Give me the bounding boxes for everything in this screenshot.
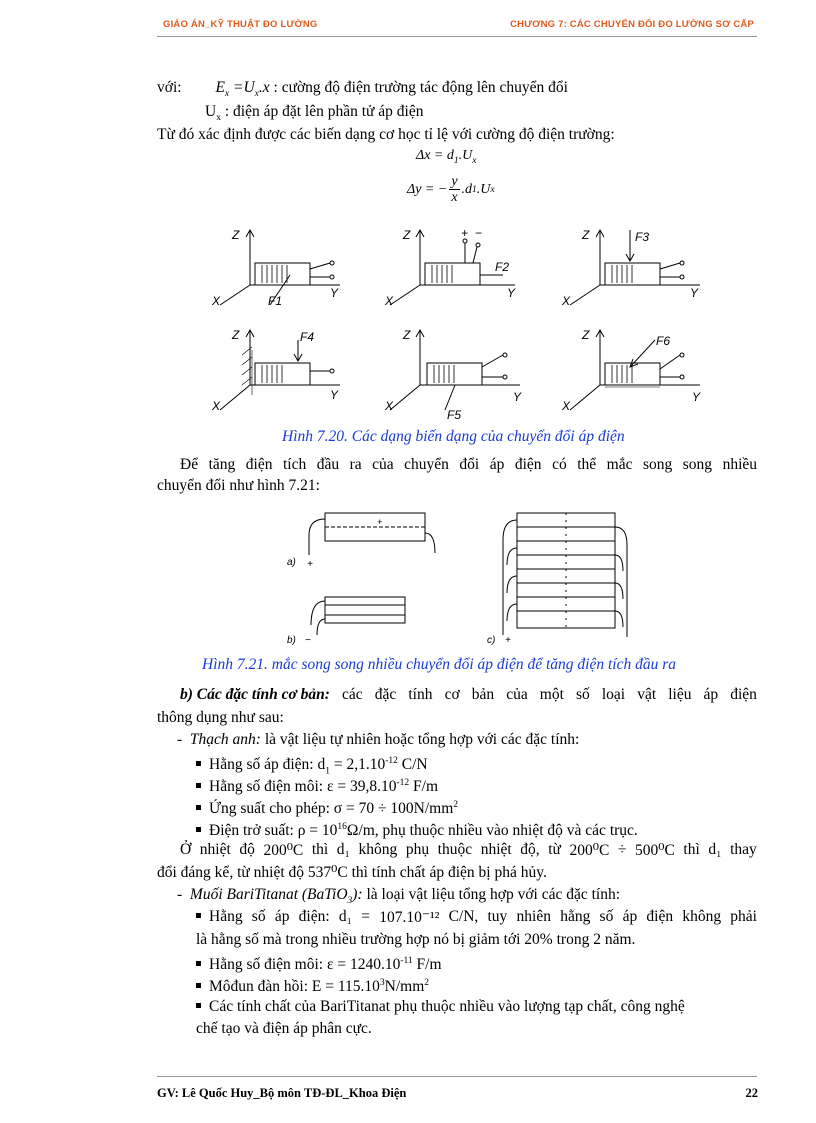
- deformation-diagram-2: [384, 226, 516, 308]
- deformation-diagram-1: [211, 228, 340, 308]
- deformation-diagram-3: [561, 228, 700, 308]
- fig720-label-x3: X: [562, 294, 571, 308]
- parallel-diagram-b: [287, 597, 405, 646]
- quartz-item-4: Điện trở suất: $\rho = 10^{16}\Omega/m$, phụ thuộc nhiều vào nhiệt độ và các trục.: [196, 818, 638, 840]
- batio3-item-1-line2: là hằng số mà trong nhiều trường hợp nó bị giảm tới 20% trong 2 năm.: [196, 931, 636, 948]
- fig720-label-z5: Z: [403, 328, 411, 342]
- ex-desc: : cường độ điện trường tác động lên chuyển đổi: [269, 79, 568, 96]
- fig720-label-z4: Z: [232, 328, 240, 342]
- intro-ex-line: [157, 78, 568, 104]
- figure-7-21: [285, 505, 655, 653]
- fig721-label-a: a): [287, 557, 296, 568]
- footer-author: GV: Lê Quốc Huy_Bộ môn TĐ-ĐL_Khoa Điện: [157, 1086, 407, 1100]
- batio3-item-3: Môđun đàn hồi: $E = 115.10^3N/mm^2$: [196, 974, 429, 996]
- fig720-label-z3: Z: [582, 228, 590, 242]
- quartz-temp-line1: Ở nhiệt độ 200⁰C thì d₁ không phụ thuộc nhiệt độ, từ 200⁰C ÷ 500⁰C thì d₁ thay: [180, 841, 757, 859]
- fig721-c-plus: +: [505, 635, 511, 646]
- batio3-item-2: Hằng số điện môi: $\varepsilon = 1240.10^{-11}$ F/m: [196, 952, 442, 974]
- quartz-item-3: Ứng suất cho phép: $\sigma = 70 \div 100N/mm^2$: [196, 796, 458, 818]
- ex-formula: $E_x =U_x.x$: [215, 79, 270, 100]
- page-number: 22: [745, 1086, 758, 1100]
- fig720-label-x2: X: [385, 294, 394, 308]
- fig720-label-y4: Y: [330, 388, 339, 402]
- section-b-line2: thông dụng như sau:: [157, 709, 284, 726]
- quartz-item-2: Hằng số điện môi: $\varepsilon = 39,8.10^{-12}$ F/m: [196, 774, 438, 796]
- header-left: GIÁO ÁN_KỸ THUẬT ĐO LƯỜNG: [163, 19, 318, 30]
- fig720-minus2: −: [475, 226, 483, 240]
- section-b-line1: b) Các đặc tính cơ bản: các đặc tính cơ bản của một số loại vật liệu áp điện: [180, 686, 757, 703]
- fig720-label-z1: Z: [232, 228, 240, 242]
- fig720-label-y2: Y: [507, 286, 516, 300]
- header-rule: [157, 36, 757, 37]
- fig720-label-y6: Y: [692, 390, 701, 404]
- intro-ux-line: $U_x$ : điện áp đặt lên phần tử áp điện: [205, 103, 424, 124]
- figure-7-20: [200, 220, 720, 420]
- section-b-title: b) Các đặc tính cơ bản:: [180, 686, 330, 703]
- parallel-diagram-c: [487, 513, 627, 646]
- batio3-item-4-line2: chế tạo và điện áp phân cực.: [196, 1020, 372, 1037]
- footer-rule: [157, 1076, 757, 1077]
- para-parallel-line2: chuyển đổi như hình 7.21:: [157, 477, 320, 494]
- equation-dx: $\Delta x = d_1.U_x$: [416, 148, 477, 166]
- deformation-diagram-4: [211, 328, 340, 413]
- fig720-label-y3: Y: [690, 286, 699, 300]
- fig720-label-f4: F4: [300, 330, 315, 344]
- fig720-label-f6: F6: [656, 334, 671, 348]
- equation-dy: Δy = − $\frac{y}{x}$ .d 1 .U x: [407, 174, 495, 205]
- header-right: CHƯƠNG 7: CÁC CHUYỂN ĐỔI ĐO LƯỜNG SƠ CẤP: [510, 19, 754, 30]
- fig720-label-x6: X: [562, 399, 571, 413]
- batio3-item-4-line1: Các tính chất của BariTitanat phụ thuộc nhiều vào lượng tạp chất, công nghệ: [196, 997, 685, 1016]
- fig720-label-x1: X: [212, 294, 221, 308]
- batio3-item-1-line1: Hằng số áp điện: d₁ = 107.10⁻¹² C/N, tuy nhiên hằng số áp điện không phải: [196, 908, 757, 927]
- quartz-heading: - Thạch anh: là vật liệu tự nhiên hoặc tổng hợp với các đặc tính:: [177, 731, 580, 748]
- fig720-label-f1: F1: [268, 294, 283, 308]
- fig720-label-f5: F5: [447, 408, 462, 420]
- deformation-diagram-6: [561, 328, 701, 413]
- fig720-label-x5: X: [385, 399, 394, 413]
- fig720-label-f3: F3: [635, 230, 650, 244]
- fig721-a-plus: +: [307, 559, 313, 570]
- fig721-b-minus: −: [305, 635, 311, 646]
- deformation-diagram-5: [384, 328, 522, 420]
- fig720-label-f2: F2: [495, 260, 510, 274]
- voi-label: với:: [157, 79, 182, 96]
- figure-7-21-caption: Hình 7.21. mắc song song nhiều chuyển đổi áp điện để tăng điện tích đầu ra: [202, 656, 676, 673]
- svg-text:+: +: [377, 517, 383, 527]
- fig721-label-c: c): [487, 635, 496, 646]
- fig720-plus2: +: [461, 226, 469, 240]
- figure-7-20-caption: Hình 7.20. Các dạng biến dạng của chuyển đổi áp điện: [282, 428, 625, 445]
- para-parallel-line1: Để tăng điện tích đầu ra của chuyển đổi áp điện có thể mắc song song nhiều: [180, 456, 757, 473]
- fig720-label-z2: Z: [403, 228, 411, 242]
- quartz-item-1: Hằng số áp điện: $d_1 = 2,1.10^{-12}$ C/N: [196, 752, 428, 781]
- parallel-diagram-a: [287, 513, 435, 570]
- fig721-label-b: b): [287, 635, 296, 646]
- fig720-label-y1: Y: [330, 286, 339, 300]
- fig720-label-y5: Y: [513, 390, 522, 404]
- batio3-heading: - Muối BariTitanat (BaTiO$_3$): là loại vật liệu tổng hợp với các đặc tính:: [177, 886, 621, 907]
- fig720-label-z6: Z: [582, 328, 590, 342]
- quartz-temp-line2: đổi đáng kể, từ nhiệt độ 537⁰C thì tính chất áp điện bị phá hủy.: [157, 864, 547, 881]
- intro-sentence: Từ đó xác định được các biến dạng cơ học tỉ lệ với cường độ điện trường:: [157, 126, 615, 143]
- fig720-label-x4: X: [212, 399, 221, 413]
